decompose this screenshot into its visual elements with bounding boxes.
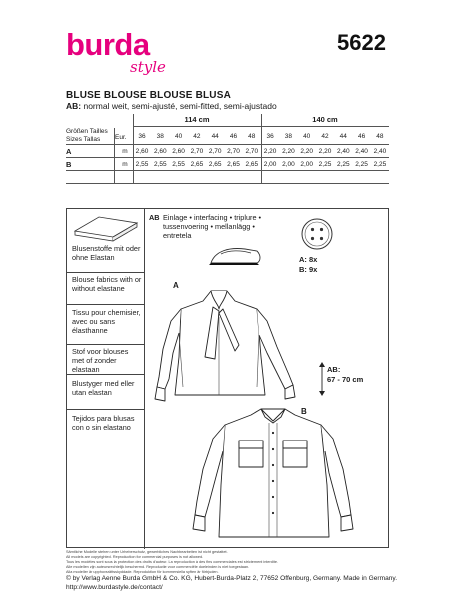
yardage-cell: 2,00 xyxy=(262,160,278,170)
legal-line: Alle modellen zijn auteursrechtelijk beschermd. Reproductie voor commerciële doeleinden is niet toegestaan. xyxy=(66,565,396,570)
finished-length xyxy=(327,365,363,384)
button-icon xyxy=(300,217,334,251)
row-unit-a: m xyxy=(117,147,133,157)
fabric-separator xyxy=(67,374,144,375)
interfacing-views: AB xyxy=(149,213,160,222)
size-header-cell: 48 xyxy=(244,132,260,142)
yardage-cell: 2,60 xyxy=(171,147,187,157)
row-unit-b: m xyxy=(117,160,133,170)
fit-prefix: AB: xyxy=(66,101,81,111)
garment-title: BLUSE BLOUSE BLOUSE BLUSA xyxy=(66,90,231,102)
yardage-cell: 2,70 xyxy=(189,147,205,157)
yardage-cell: 2,20 xyxy=(317,147,333,157)
size-header-cell: 42 xyxy=(317,132,333,142)
yardage-cell: 2,20 xyxy=(262,147,278,157)
fabric-sv: Blustyger med eller utan elastan xyxy=(72,379,142,397)
yardage-cell: 2,65 xyxy=(226,160,242,170)
interfacing-line: entretela xyxy=(163,231,303,240)
yardage-cell: 2,65 xyxy=(207,160,223,170)
size-header-cell: 40 xyxy=(171,132,187,142)
fabric-es: Tejidos para blusas con o sin elastano xyxy=(72,414,142,432)
fabric-swatch-icon xyxy=(73,213,139,241)
length-value: 67 - 70 cm xyxy=(327,375,363,385)
yardage-cell: 2,55 xyxy=(134,160,150,170)
logo-wordmark: burda xyxy=(66,28,150,62)
yardage-cell: 2,40 xyxy=(335,147,351,157)
fabric-separator xyxy=(67,304,144,305)
legal-line: Alla modeller är upphovsrättsskyddade. Reproduktion för kommersiella syften är förbjuden. xyxy=(66,570,396,575)
button-quantity xyxy=(299,255,317,274)
size-header-cell: 38 xyxy=(280,132,296,142)
yardage-cell: 2,65 xyxy=(189,160,205,170)
yardage-cell: 2,20 xyxy=(299,147,315,157)
view-a-illustration xyxy=(153,287,323,405)
yardage-cell: 2,70 xyxy=(226,147,242,157)
footer xyxy=(66,550,396,592)
legal-line: Sämtliche Modelle stehen unter Urheberschutz, gewerbliches Nachbearbeiten ist nicht gestattet. xyxy=(66,550,396,555)
yardage-cell: 2,25 xyxy=(354,160,370,170)
panel-divider xyxy=(144,209,145,549)
fabric-de: Blusenstoffe mit oder ohne Elastan xyxy=(72,244,142,262)
width-group-114: 114 cm xyxy=(133,114,261,126)
size-header-cell: 40 xyxy=(299,132,315,142)
button-count-a: A: 8x xyxy=(299,255,317,265)
legal-line: Tous les modèles sont sous la protection des droits d'auteur. La reproduction à des fins commerciales est strictement interdite. xyxy=(66,560,396,565)
yardage-cell: 2,70 xyxy=(207,147,223,157)
fit-description xyxy=(66,101,277,112)
unit-header: Eur. xyxy=(115,134,127,141)
yardage-cell: 2,55 xyxy=(152,160,168,170)
yardage-cell: 2,60 xyxy=(152,147,168,157)
view-label-a: A xyxy=(173,281,179,290)
interfacing-text xyxy=(163,213,303,240)
yardage-cell: 2,40 xyxy=(372,147,388,157)
size-header-cell: 44 xyxy=(335,132,351,142)
size-header-cell: 46 xyxy=(226,132,242,142)
yardage-cell: 2,20 xyxy=(280,147,296,157)
view-b-illustration xyxy=(189,405,359,545)
table-rule xyxy=(114,128,115,183)
view-label-b: B xyxy=(301,407,307,416)
fabric-separator xyxy=(67,409,144,410)
copyright-text: © by Verlag Aenne Burda GmbH & Co. KG, Hubert-Burda-Platz 2, 77652 Offenburg, Germany. Made in Germany. xyxy=(66,575,396,584)
yardage-cell: 2,70 xyxy=(244,147,260,157)
size-label-de-fr: Größen Tailles xyxy=(66,128,114,136)
table-rule xyxy=(66,183,389,184)
width-group-140: 140 cm xyxy=(261,114,389,126)
size-header-cell: 42 xyxy=(189,132,205,142)
contact-url[interactable]: http://www.burdastyle.de/contact/ xyxy=(66,584,396,592)
interfacing-line: tussenvoering • mellanlägg • xyxy=(163,222,303,231)
fabric-separator xyxy=(67,272,144,273)
yardage-cell: 2,55 xyxy=(171,160,187,170)
info-panel xyxy=(66,208,389,548)
size-header-labels xyxy=(66,128,114,144)
fabric-en: Blouse fabrics with or without elastane xyxy=(72,275,142,293)
button-count-b: B: 9x xyxy=(299,265,317,275)
pattern-number: 5622 xyxy=(337,30,386,56)
size-header-cell: 48 xyxy=(372,132,388,142)
fit-text: normal weit, semi-ajusté, semi-fitted, semi-ajustado xyxy=(81,101,277,111)
yardage-cell: 2,00 xyxy=(280,160,296,170)
interfacing-line: Einlage • interfacing • triplure • xyxy=(163,213,303,222)
row-label-b: B xyxy=(66,160,71,170)
yardage-cell: 2,65 xyxy=(244,160,260,170)
fabric-nl: Stof voor blouses met of zonder elastaan xyxy=(72,347,142,375)
size-header-cell: 36 xyxy=(134,132,150,142)
burda-style-logo xyxy=(66,28,176,78)
fabric-separator xyxy=(67,344,144,345)
iron-icon xyxy=(207,243,263,267)
size-header-cell: 46 xyxy=(354,132,370,142)
logo-subword: style xyxy=(130,58,166,76)
yardage-cell: 2,25 xyxy=(317,160,333,170)
size-header-cell: 38 xyxy=(152,132,168,142)
yardage-cell: 2,25 xyxy=(335,160,351,170)
length-label: AB: xyxy=(327,365,363,375)
size-header-cell: 44 xyxy=(207,132,223,142)
size-label-en-es: Sizes Tallas xyxy=(66,136,114,144)
yardage-cell: 2,40 xyxy=(354,147,370,157)
size-header-cell: 36 xyxy=(262,132,278,142)
yardage-cell: 2,00 xyxy=(299,160,315,170)
yardage-cell: 2,60 xyxy=(134,147,150,157)
fabric-fr: Tissu pour chemisier, avec ou sans élasthanne xyxy=(72,308,142,336)
yardage-cell: 2,25 xyxy=(372,160,388,170)
legal-line: All models are copyrighted. Reproduction for commercial purposes is not allowed. xyxy=(66,555,396,560)
row-label-a: A xyxy=(66,147,71,157)
